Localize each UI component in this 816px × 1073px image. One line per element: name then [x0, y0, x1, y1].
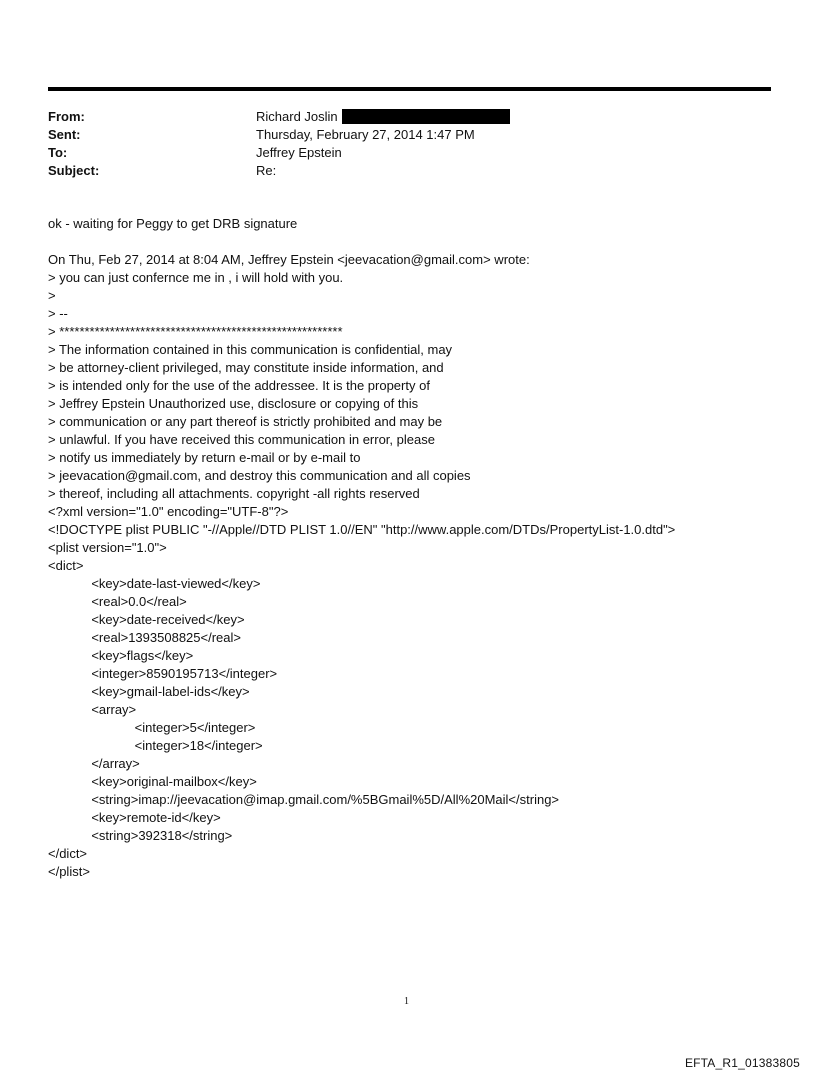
body-line: <key>remote-id</key>	[48, 810, 221, 825]
body-line: </dict>	[48, 846, 88, 861]
body-line: <key>date-last-viewed</key>	[48, 576, 261, 591]
body-line: > you can just confernce me in , i will hold with you.	[48, 270, 344, 285]
to-row	[48, 144, 510, 162]
body-line: On Thu, Feb 27, 2014 at 8:04 AM, Jeffrey Epstein <jeevacation@gmail.com> wrote:	[48, 252, 530, 267]
body-line: ok - waiting for Peggy to get DRB signature	[48, 216, 298, 231]
body-line: <key>gmail-label-ids</key>	[48, 684, 250, 699]
from-value	[256, 108, 510, 126]
subject-label: Subject:	[48, 163, 100, 178]
body-line: > be attorney-client privileged, may constitute inside information, and	[48, 360, 444, 375]
body-line: <key>flags</key>	[48, 648, 194, 663]
body-line: > Jeffrey Epstein Unauthorized use, disclosure or copying of this	[48, 396, 419, 411]
email-body	[48, 215, 675, 881]
subject-value: Re:	[256, 163, 277, 178]
from-label: From:	[48, 109, 85, 124]
body-line: </array>	[48, 756, 140, 771]
body-line: > thereof, including all attachments. copyright -all rights reserved	[48, 486, 420, 501]
body-line: <!DOCTYPE plist PUBLIC "-//Apple//DTD PLIST 1.0//EN" "http://www.apple.com/DTDs/PropertyList-1.0.dtd">	[48, 522, 676, 537]
body-line: > --	[48, 306, 68, 321]
body-line: > notify us immediately by return e-mail or by e-mail to	[48, 450, 361, 465]
body-line: <string>392318</string>	[48, 828, 233, 843]
body-line: >	[48, 288, 56, 303]
body-line: <string>imap://jeevacation@imap.gmail.com/%5BGmail%5D/All%20Mail</string>	[48, 792, 560, 807]
sent-value: Thursday, February 27, 2014 1:47 PM	[256, 127, 475, 142]
body-line: <array>	[48, 702, 137, 717]
sent-row	[48, 126, 510, 144]
body-line: <plist version="1.0">	[48, 540, 167, 555]
email-header	[48, 108, 510, 180]
body-line: <integer>8590195713</integer>	[48, 666, 278, 681]
body-line: <dict>	[48, 558, 84, 573]
body-line: <integer>5</integer>	[48, 720, 256, 735]
body-line: <real>0.0</real>	[48, 594, 187, 609]
document-id: EFTA_R1_01383805	[684, 1056, 800, 1070]
body-line: </plist>	[48, 864, 90, 879]
body-line: > unlawful. If you have received this communication in error, please	[48, 432, 435, 447]
from-row	[48, 108, 510, 126]
body-line: <key>date-received</key>	[48, 612, 245, 627]
from-name: Richard Joslin	[256, 109, 338, 124]
body-line: > communication or any part thereof is strictly prohibited and may be	[48, 414, 443, 429]
body-line: <real>1393508825</real>	[48, 630, 241, 645]
body-line: > The information contained in this communication is confidential, may	[48, 342, 453, 357]
body-line: <?xml version="1.0" encoding="UTF-8"?>	[48, 504, 289, 519]
body-line: > is intended only for the use of the addressee. It is the property of	[48, 378, 430, 393]
to-label: To:	[48, 145, 68, 160]
redaction-box	[342, 109, 510, 124]
sent-label: Sent:	[48, 127, 81, 142]
header-rule	[48, 87, 771, 91]
body-line: <integer>18</integer>	[48, 738, 263, 753]
body-line: <key>original-mailbox</key>	[48, 774, 257, 789]
to-value: Jeffrey Epstein	[256, 145, 342, 160]
page-number: 1	[404, 996, 409, 1007]
body-line	[48, 233, 675, 251]
subject-row	[48, 162, 510, 180]
body-line: > jeevacation@gmail.com, and destroy this communication and all copies	[48, 468, 471, 483]
body-line: > ********************************************************	[48, 324, 343, 339]
